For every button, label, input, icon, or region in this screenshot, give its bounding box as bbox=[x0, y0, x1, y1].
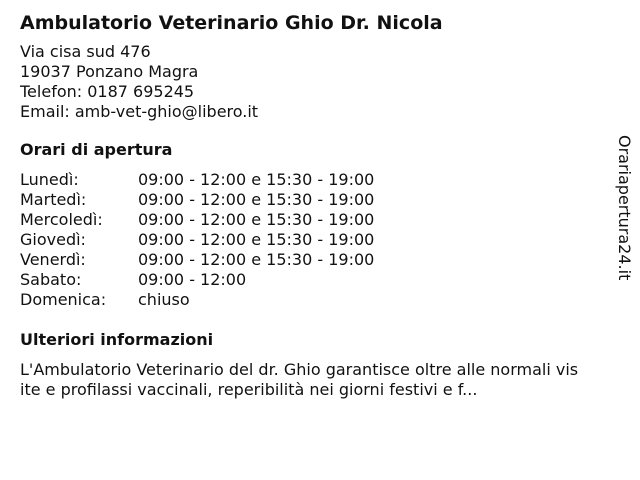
business-card bbox=[20, 10, 600, 400]
hours-day: Lunedì: bbox=[20, 170, 79, 189]
phone-number: Telefon: 0187 695245 bbox=[20, 82, 195, 101]
hours-day: Venerdì: bbox=[20, 250, 86, 269]
email-address: Email: amb-vet-ghio@libero.it bbox=[20, 102, 259, 121]
hours-day: Martedì: bbox=[20, 190, 87, 209]
hours-time: 09:00 - 12:00 e 15:30 - 19:00 bbox=[138, 190, 375, 209]
hours-day: Domenica: bbox=[20, 290, 107, 309]
hours-time: 09:00 - 12:00 e 15:30 - 19:00 bbox=[138, 230, 375, 249]
hours-time: chiuso bbox=[138, 290, 190, 309]
hours-time: 09:00 - 12:00 bbox=[138, 270, 247, 289]
hours-time: 09:00 - 12:00 e 15:30 - 19:00 bbox=[138, 250, 375, 269]
side-brand-text: Orariaperturа24.it bbox=[615, 135, 634, 281]
opening-hours-table bbox=[20, 170, 600, 310]
street-address: Via cisa sud 476 bbox=[20, 42, 151, 61]
more-info-text: L'Ambulatorio Veterinario del dr. Ghio garantisce oltre alle normali visite e profilassi vaccinali, reperibilità nei giorni festivi e f... bbox=[20, 360, 579, 399]
opening-hours-title: Orari di apertura bbox=[20, 140, 173, 159]
hours-row-monday bbox=[20, 170, 600, 190]
hours-day: Sabato: bbox=[20, 270, 82, 289]
hours-row-sunday bbox=[20, 290, 600, 310]
hours-row-friday bbox=[20, 250, 600, 270]
hours-day: Mercoledì: bbox=[20, 210, 103, 229]
more-info-title: Ulteriori informazioni bbox=[20, 330, 214, 349]
hours-day: Giovedì: bbox=[20, 230, 86, 249]
address-block bbox=[20, 42, 600, 122]
hours-time: 09:00 - 12:00 e 15:30 - 19:00 bbox=[138, 170, 375, 189]
hours-row-thursday bbox=[20, 230, 600, 250]
hours-row-saturday bbox=[20, 270, 600, 290]
hours-row-wednesday bbox=[20, 210, 600, 230]
business-name: Ambulatorio Veterinario Ghio Dr. Nicola bbox=[20, 12, 443, 34]
hours-row-tuesday bbox=[20, 190, 600, 210]
hours-time: 09:00 - 12:00 e 15:30 - 19:00 bbox=[138, 210, 375, 229]
city-address: 19037 Ponzano Magra bbox=[20, 62, 199, 81]
